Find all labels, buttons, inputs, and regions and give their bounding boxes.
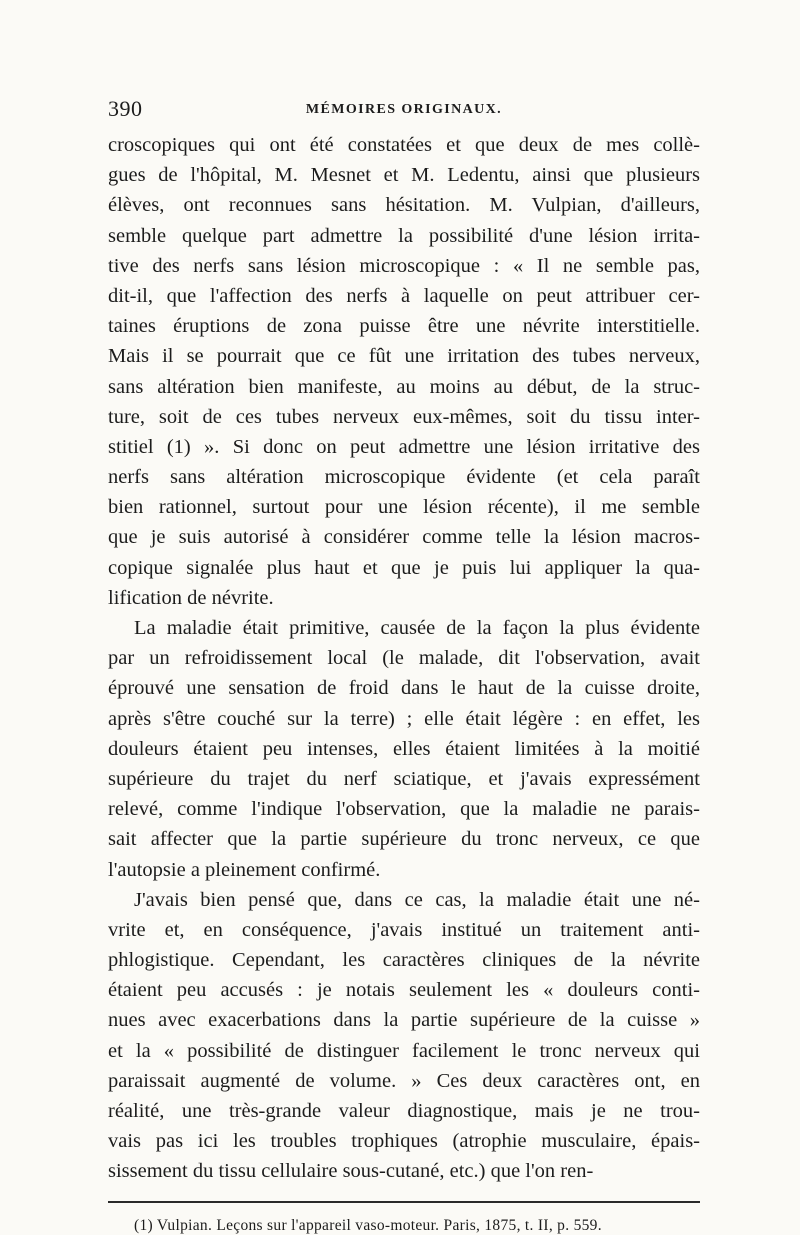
text-line: gues de l'hôpital, M. Mesnet et M. Ledentu, ainsi que plusieurs <box>108 164 700 187</box>
text-line: après s'être couché sur la terre) ; elle était légère : en effet, les <box>108 707 700 730</box>
page-header <box>108 96 700 130</box>
text-line: tive des nerfs sans lésion microscopique : « Il ne semble pas, <box>108 254 700 277</box>
text-line: et la « possibilité de distinguer facilement le tronc nerveux qui <box>108 1039 700 1062</box>
text-line: étaient peu accusés : je notais seulement les « douleurs conti- <box>108 979 700 1002</box>
text-line: paraissait augmenté de volume. » Ces deux caractères ont, en <box>108 1069 700 1092</box>
text-line: semble quelque part admettre la possibilité d'une lésion irrita- <box>108 224 700 247</box>
footnote-rule <box>108 1201 700 1203</box>
text-line: sait affecter que la partie supérieure du tronc nerveux, ce que <box>108 828 700 851</box>
text-line: nues avec exacerbations dans la partie supérieure de la cuisse » <box>108 1009 700 1032</box>
text-line: élèves, ont reconnues sans hésitation. M. Vulpian, d'ailleurs, <box>108 194 700 217</box>
text-line: éprouvé une sensation de froid dans le haut de la cuisse droite, <box>108 677 700 700</box>
text-line: douleurs étaient peu intenses, elles étaient limitées à la moitié <box>108 737 700 760</box>
text-line: réalité, une très-grande valeur diagnostique, mais je ne trou- <box>108 1100 700 1122</box>
text-line: ture, soit de ces tubes nerveux eux-mêmes, soit du tissu inter- <box>108 405 700 428</box>
text-line: nerfs sans altération microscopique évidente (et cela paraît <box>108 466 700 489</box>
book-page <box>108 96 700 1235</box>
text-line: vais pas ici les troubles trophiques (atrophie musculaire, épais- <box>108 1130 700 1153</box>
text-line: La maladie était primitive, causée de la façon la plus évidente <box>134 617 700 639</box>
footnote: (1) Vulpian. Leçons sur l'appareil vaso-moteur. Paris, 1875, t. II, p. 559. <box>134 1216 602 1234</box>
text-line: J'avais bien pensé que, dans ce cas, la maladie était une né- <box>134 888 700 911</box>
text-line: Mais il se pourrait que ce fût une irritation des tubes nerveux, <box>108 345 700 368</box>
text-line: copique signalée plus haut et que je puis lui appliquer la qua- <box>108 556 700 579</box>
text-line: vrite et, en conséquence, j'avais institué un traitement anti- <box>108 918 700 941</box>
text-line: bien rationnel, surtout pour une lésion récente), il me semble <box>108 496 700 519</box>
text-line: sissement du tissu cellulaire sous-cutané, etc.) que l'on ren- <box>108 1160 594 1183</box>
text-line: taines éruptions de zona puisse être une névrite interstitielle. <box>108 315 700 338</box>
text-line: relevé, comme l'indique l'observation, que la maladie ne parais- <box>108 798 700 821</box>
text-line: croscopiques qui ont été constatées et que deux de mes collè- <box>108 134 700 156</box>
body-text <box>108 130 700 1187</box>
text-line: sans altération bien manifeste, au moins au début, de la struc- <box>108 375 700 398</box>
running-title: MÉMOIRES ORIGINAUX. <box>305 102 503 117</box>
page-number: 390 <box>108 96 143 121</box>
text-line: stitiel (1) ». Si donc on peut admettre une lésion irritative des <box>108 435 700 458</box>
text-line: lification de névrite. <box>108 586 274 609</box>
text-line: par un refroidissement local (le malade, dit l'observation, avait <box>108 647 700 670</box>
text-line: dit-il, que l'affection des nerfs à laquelle on peut attribuer cer- <box>108 284 700 307</box>
text-line: phlogistique. Cependant, les caractères cliniques de la névrite <box>108 949 700 972</box>
text-line: supérieure du trajet du nerf sciatique, et j'avais expressément <box>108 767 700 790</box>
text-line: que je suis autorisé à considérer comme telle la lésion macros- <box>108 526 700 549</box>
text-line: l'autopsie a pleinement confirmé. <box>108 858 381 881</box>
